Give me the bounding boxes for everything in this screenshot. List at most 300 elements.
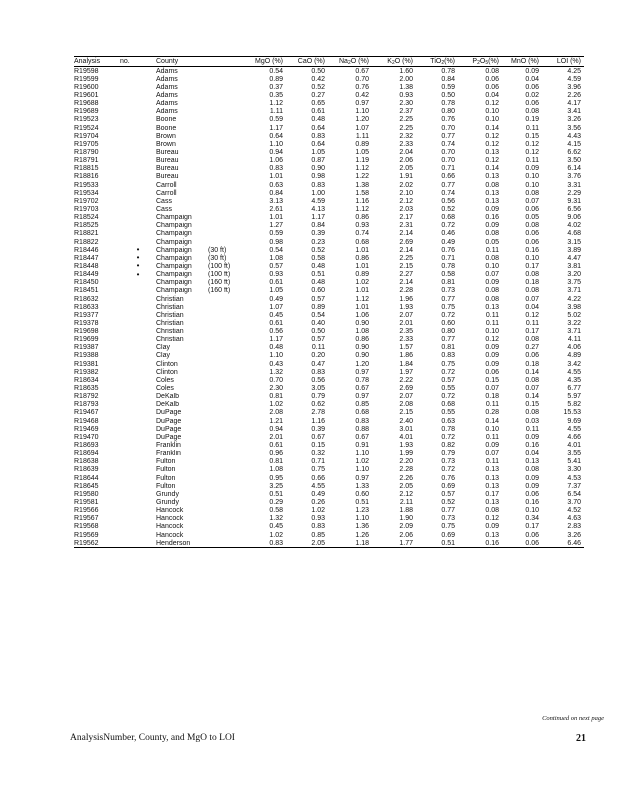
analysis-cell: R19704	[74, 132, 99, 140]
na2o-cell: 1.08	[355, 328, 369, 336]
header-county: County	[156, 57, 208, 67]
na2o-cell: 0.91	[355, 442, 369, 450]
header-cao: CaO (%)	[286, 57, 328, 67]
p2o5-cell: 0.11	[485, 458, 499, 466]
cao-cell: 0.89	[311, 303, 325, 311]
analysis-cell: R19689	[74, 108, 99, 116]
header-row	[74, 57, 584, 67]
table-row	[74, 482, 584, 490]
loi-cell: 5.02	[567, 311, 581, 319]
k2o-cell: 2.07	[399, 311, 413, 319]
depth-cell	[208, 352, 242, 360]
table-row	[74, 507, 584, 515]
table-row	[74, 108, 584, 116]
tio2-cell: 0.70	[441, 148, 455, 156]
data-table-container	[74, 56, 584, 548]
mno-cell: 0.10	[525, 173, 539, 181]
marker-cell	[120, 393, 156, 401]
mgo-cell: 0.37	[269, 83, 283, 91]
mno-cell: 0.06	[525, 490, 539, 498]
analysis-cell: R19381	[74, 360, 99, 368]
p2o5-cell: 0.12	[485, 157, 499, 165]
table-row	[74, 352, 584, 360]
table-row	[74, 157, 584, 165]
marker-cell	[120, 157, 156, 165]
cao-cell: 0.64	[311, 124, 325, 132]
loi-cell: 4.06	[567, 344, 581, 352]
marker-cell	[120, 222, 156, 230]
depth-cell	[208, 238, 242, 246]
analysis-cell: R18450	[74, 279, 99, 287]
tio2-cell: 0.75	[441, 303, 455, 311]
loi-cell: 4.15	[567, 140, 581, 148]
table-row	[74, 328, 584, 336]
mno-cell: 0.11	[525, 157, 539, 165]
tio2-cell: 0.72	[441, 393, 455, 401]
analysis-cell: R19598	[74, 67, 99, 75]
p2o5-cell: 0.08	[485, 295, 499, 303]
mgo-cell: 1.17	[269, 124, 283, 132]
county-cell: Christian	[156, 311, 184, 319]
cao-cell: 0.27	[311, 91, 325, 99]
table-row	[74, 515, 584, 523]
na2o-cell: 0.60	[355, 490, 369, 498]
loi-cell: 3.50	[567, 157, 581, 165]
header-loi: LOI (%)	[542, 57, 584, 67]
p2o5-cell: 0.12	[485, 140, 499, 148]
tio2-cell: 0.58	[441, 271, 455, 279]
county-cell: Bureau	[156, 148, 179, 156]
mgo-cell: 0.89	[269, 75, 283, 83]
tio2-cell: 0.71	[441, 165, 455, 173]
marker-cell	[120, 230, 156, 238]
depth-cell	[208, 360, 242, 368]
loi-cell: 3.42	[567, 360, 581, 368]
county-cell: Champaign	[156, 287, 192, 295]
mgo-cell: 0.59	[269, 230, 283, 238]
county-cell: Champaign	[156, 230, 192, 238]
table-row	[74, 409, 584, 417]
county-cell: Boone	[156, 124, 177, 132]
tio2-cell: 0.80	[441, 328, 455, 336]
tio2-cell: 0.78	[441, 425, 455, 433]
tio2-cell: 0.70	[441, 124, 455, 132]
p2o5-cell: 0.08	[485, 181, 499, 189]
na2o-cell: 0.67	[355, 67, 369, 75]
marker-cell	[120, 458, 156, 466]
na2o-cell: 1.16	[355, 197, 369, 205]
table-row	[74, 173, 584, 181]
analysis-cell: R19562	[74, 539, 120, 548]
marker-cell	[120, 531, 156, 539]
loi-cell: 3.71	[567, 287, 581, 295]
na2o-cell: 1.07	[355, 124, 369, 132]
k2o-cell: 2.05	[399, 165, 413, 173]
mno-cell: 0.09	[525, 474, 539, 482]
na2o-cell: 0.74	[355, 230, 369, 238]
county-cell: Henderson	[156, 539, 208, 548]
loi-cell: 3.26	[567, 116, 581, 124]
marker-cell	[120, 197, 156, 205]
na2o-cell: 1.01	[355, 246, 369, 254]
na2o-cell: 0.90	[355, 352, 369, 360]
loi-cell: 9.06	[567, 214, 581, 222]
analysis-cell: R19534	[74, 189, 99, 197]
depth-cell	[208, 157, 242, 165]
county-cell: Champaign	[156, 222, 192, 230]
mno-cell: 0.34	[525, 515, 539, 523]
cao-cell: 0.67	[311, 433, 325, 441]
na2o-cell: 1.20	[355, 116, 369, 124]
analysis-cell: R19698	[74, 328, 99, 336]
tio2-cell: 0.73	[441, 515, 455, 523]
p2o5-cell: 0.08	[485, 254, 499, 262]
p2o5-cell: 0.09	[485, 222, 499, 230]
depth-cell	[208, 498, 242, 506]
marker-cell	[120, 490, 156, 498]
k2o-cell: 2.25	[399, 116, 413, 124]
p2o5-cell: 0.11	[485, 433, 499, 441]
county-cell: Champaign	[156, 254, 192, 262]
depth-cell	[208, 295, 242, 303]
cao-cell: 4.55	[311, 482, 325, 490]
cao-cell: 0.75	[311, 466, 325, 474]
na2o-cell: 1.12	[355, 165, 369, 173]
mno-cell: 0.14	[525, 368, 539, 376]
mno-cell: 0.12	[525, 148, 539, 156]
table-row	[74, 246, 584, 254]
depth-cell	[208, 205, 242, 213]
county-cell: Adams	[156, 108, 178, 116]
marker-cell	[120, 295, 156, 303]
loi-cell: 3.76	[567, 173, 581, 181]
cao-cell: 0.83	[311, 181, 325, 189]
county-cell: Cass	[156, 205, 172, 213]
k2o-cell: 1.57	[399, 344, 413, 352]
k2o-cell: 2.03	[399, 205, 413, 213]
depth-cell	[208, 132, 242, 140]
p2o5-cell: 0.09	[485, 279, 499, 287]
na2o-cell: 1.20	[355, 360, 369, 368]
mgo-cell: 0.56	[269, 328, 283, 336]
tio2-cell: 0.46	[441, 230, 455, 238]
marker-cell	[120, 515, 156, 523]
mno-cell: 0.02	[525, 91, 539, 99]
depth-cell	[208, 173, 242, 181]
p2o5-cell: 0.14	[485, 124, 499, 132]
tio2-cell: 0.75	[441, 360, 455, 368]
depth-cell	[208, 409, 242, 417]
k2o-cell: 2.40	[399, 417, 413, 425]
table-row	[74, 271, 584, 279]
table-row	[74, 205, 584, 213]
marker-cell	[120, 287, 156, 295]
p2o5-cell: 0.08	[485, 67, 499, 75]
county-cell: Carroll	[156, 189, 177, 197]
mgo-cell: 0.81	[269, 458, 283, 466]
na2o-cell: 1.12	[355, 205, 369, 213]
county-cell: Bureau	[156, 173, 179, 181]
p2o5-cell: 0.07	[485, 271, 499, 279]
mgo-cell: 1.02	[269, 401, 283, 409]
mgo-cell: 1.21	[269, 417, 283, 425]
loi-cell: 3.31	[567, 181, 581, 189]
analysis-cell: R19601	[74, 91, 99, 99]
loi-cell: 2.83	[567, 523, 581, 531]
k2o-cell: 1.84	[399, 360, 413, 368]
na2o-cell: 1.11	[355, 132, 369, 140]
mno-cell: 0.04	[525, 75, 539, 83]
analysis-cell: R18815	[74, 165, 99, 173]
mgo-cell: 0.51	[269, 490, 283, 498]
na2o-cell: 1.10	[355, 108, 369, 116]
analysis-cell: R19470	[74, 433, 99, 441]
analysis-cell: R18632	[74, 295, 99, 303]
table-row	[74, 262, 584, 270]
county-cell: Christian	[156, 319, 184, 327]
marker-cell	[120, 507, 156, 515]
mgo-cell: 1.01	[269, 173, 283, 181]
p2o5-cell: 0.06	[485, 83, 499, 91]
depth-cell	[208, 148, 242, 156]
tio2-cell: 0.59	[441, 83, 455, 91]
depth-cell	[208, 531, 242, 539]
p2o5-cell: 0.17	[485, 490, 499, 498]
p2o5-cell: 0.13	[485, 466, 499, 474]
table-row	[74, 384, 584, 392]
marker-cell	[120, 132, 156, 140]
p2o5-cell: 0.11	[485, 319, 499, 327]
p2o5-cell: 0.13	[485, 173, 499, 181]
na2o-cell: 0.97	[355, 368, 369, 376]
table-row	[74, 360, 584, 368]
marker-cell	[120, 368, 156, 376]
depth-cell	[208, 181, 242, 189]
county-cell: Christian	[156, 295, 184, 303]
p2o5-cell: 0.09	[485, 205, 499, 213]
loi-cell: 3.98	[567, 303, 581, 311]
tio2-cell: 0.68	[441, 401, 455, 409]
marker-cell	[120, 498, 156, 506]
mno-cell: 0.10	[525, 507, 539, 515]
county-cell: Champaign	[156, 262, 192, 270]
loi-cell: 4.55	[567, 368, 581, 376]
analysis-cell: R18447	[74, 254, 99, 262]
k2o-cell: 1.93	[399, 303, 413, 311]
k2o-cell: 2.32	[399, 132, 413, 140]
na2o-cell: 1.58	[355, 189, 369, 197]
cao-cell: 0.61	[311, 108, 325, 116]
marker-cell	[120, 539, 156, 548]
marker-cell: •	[136, 262, 140, 271]
county-cell: DeKalb	[156, 393, 179, 401]
mgo-cell: 0.54	[269, 67, 283, 75]
p2o5-cell: 0.13	[485, 148, 499, 156]
na2o-cell: 1.36	[355, 523, 369, 531]
table-row	[74, 539, 584, 548]
analysis-cell: R18451	[74, 287, 99, 295]
county-cell: DuPage	[156, 417, 182, 425]
cao-cell: 0.40	[311, 319, 325, 327]
k2o-cell: 2.14	[399, 279, 413, 287]
cao-cell: 0.57	[311, 336, 325, 344]
marker-cell	[120, 384, 156, 392]
cao-cell: 0.84	[311, 222, 325, 230]
analysis-cell: R18448	[74, 262, 99, 270]
table-row	[74, 181, 584, 189]
county-cell: Christian	[156, 336, 184, 344]
county-cell: Brown	[156, 140, 176, 148]
analysis-cell: R19688	[74, 100, 99, 108]
mgo-cell: 2.61	[269, 205, 283, 213]
depth-cell: (100 ft)	[208, 271, 231, 279]
depth-cell	[208, 100, 242, 108]
p2o5-cell: 0.12	[485, 132, 499, 140]
depth-cell: (30 ft)	[208, 254, 227, 262]
table-row	[74, 393, 584, 401]
mgo-cell: 0.48	[269, 344, 283, 352]
analysis-cell: R18635	[74, 385, 99, 393]
cao-cell: 0.60	[311, 287, 325, 295]
mgo-cell: 2.01	[269, 433, 283, 441]
marker-cell	[120, 441, 156, 449]
loi-cell: 3.81	[567, 262, 581, 270]
tio2-cell: 0.69	[441, 531, 455, 539]
page-number: 21	[576, 733, 586, 744]
county-cell: DuPage	[156, 433, 182, 441]
tio2-cell: 0.75	[441, 523, 455, 531]
analysis-cell: R19703	[74, 205, 99, 213]
header-k2o: $K_2O$ (%)	[372, 57, 416, 67]
analysis-cell: R18822	[74, 238, 99, 246]
na2o-cell: 1.12	[355, 295, 369, 303]
k2o-cell: 1.88	[399, 507, 413, 515]
p2o5-cell: 0.28	[485, 409, 499, 417]
loi-cell: 3.41	[567, 108, 581, 116]
tio2-cell: 0.80	[441, 108, 455, 116]
cao-cell: 0.50	[311, 67, 325, 75]
depth-cell	[208, 450, 242, 458]
analysis-cell: R19467	[74, 409, 99, 417]
mgo-cell: 0.58	[269, 507, 283, 515]
cao-cell: 0.65	[311, 100, 325, 108]
mgo-cell: 0.70	[269, 376, 283, 384]
loi-cell: 4.66	[567, 433, 581, 441]
k2o-cell: 1.91	[399, 173, 413, 181]
cao-cell: 0.51	[311, 271, 325, 279]
marker-cell	[120, 409, 156, 417]
analysis-cell: R18638	[74, 458, 99, 466]
mno-cell: 0.09	[525, 482, 539, 490]
k2o-cell: 2.09	[399, 523, 413, 531]
tio2-cell: 0.55	[441, 409, 455, 417]
tio2-cell: 0.81	[441, 344, 455, 352]
mno-cell: 0.08	[525, 336, 539, 344]
mgo-cell: 0.84	[269, 189, 283, 197]
loi-cell: 4.02	[567, 222, 581, 230]
mno-cell: 0.04	[525, 450, 539, 458]
marker-cell	[120, 148, 156, 156]
k2o-cell: 2.31	[399, 222, 413, 230]
table-row	[74, 132, 584, 140]
mno-cell: 0.17	[525, 262, 539, 270]
tio2-cell: 0.77	[441, 181, 455, 189]
p2o5-cell: 0.09	[485, 523, 499, 531]
tio2-cell: 0.83	[441, 352, 455, 360]
depth-cell	[208, 368, 242, 376]
county-cell: Fulton	[156, 458, 176, 466]
marker-cell	[120, 450, 156, 458]
mno-cell: 0.12	[525, 140, 539, 148]
mno-cell: 0.06	[525, 83, 539, 91]
p2o5-cell: 0.04	[485, 91, 499, 99]
cao-cell: 0.48	[311, 262, 325, 270]
p2o5-cell: 0.11	[485, 401, 499, 409]
na2o-cell: 0.85	[355, 401, 369, 409]
analysis-cell: R18694	[74, 450, 99, 458]
depth-cell	[208, 197, 242, 205]
table-row	[74, 466, 584, 474]
tio2-cell: 0.72	[441, 466, 455, 474]
cao-cell: 0.87	[311, 157, 325, 165]
analysis-cell: R19377	[74, 311, 99, 319]
mno-cell: 0.18	[525, 279, 539, 287]
county-cell: DeKalb	[156, 401, 179, 409]
depth-cell	[208, 523, 242, 531]
tio2-cell: 0.63	[441, 417, 455, 425]
marker-cell: •	[136, 246, 140, 255]
county-cell: Fulton	[156, 482, 176, 490]
p2o5-cell: 0.10	[485, 108, 499, 116]
k2o-cell: 2.25	[399, 254, 413, 262]
loi-cell: 3.96	[567, 83, 581, 91]
mno-cell: 0.08	[525, 189, 539, 197]
marker-cell	[120, 482, 156, 490]
cao-cell: 0.49	[311, 490, 325, 498]
mno-cell: 0.06	[525, 238, 539, 246]
analysis-cell: R18821	[74, 230, 99, 238]
tio2-cell: 0.72	[441, 311, 455, 319]
cao-cell: 0.52	[311, 246, 325, 254]
analysis-cell: R19581	[74, 499, 99, 507]
cao-cell: 0.83	[311, 523, 325, 531]
mgo-cell: 0.61	[269, 319, 283, 327]
depth-cell	[208, 482, 242, 490]
table-row	[74, 490, 584, 498]
analysis-cell: R18639	[74, 466, 99, 474]
depth-cell	[208, 376, 242, 384]
marker-cell	[120, 417, 156, 425]
mno-cell: 0.08	[525, 287, 539, 295]
cao-cell: 1.05	[311, 148, 325, 156]
county-cell: Grundy	[156, 499, 179, 507]
tio2-cell: 0.52	[441, 205, 455, 213]
mno-cell: 0.16	[525, 499, 539, 507]
county-cell: Coles	[156, 376, 174, 384]
k2o-cell: 2.07	[399, 393, 413, 401]
k2o-cell: 2.27	[399, 271, 413, 279]
na2o-cell: 0.90	[355, 344, 369, 352]
na2o-cell: 0.42	[355, 91, 369, 99]
cao-cell: 0.98	[311, 173, 325, 181]
na2o-cell: 1.06	[355, 311, 369, 319]
analysis-cell: R18790	[74, 148, 99, 156]
tio2-cell: 0.70	[441, 157, 455, 165]
p2o5-cell: 0.15	[485, 376, 499, 384]
marker-cell	[120, 83, 156, 91]
na2o-cell: 0.93	[355, 222, 369, 230]
mno-cell: 0.09	[525, 67, 539, 75]
